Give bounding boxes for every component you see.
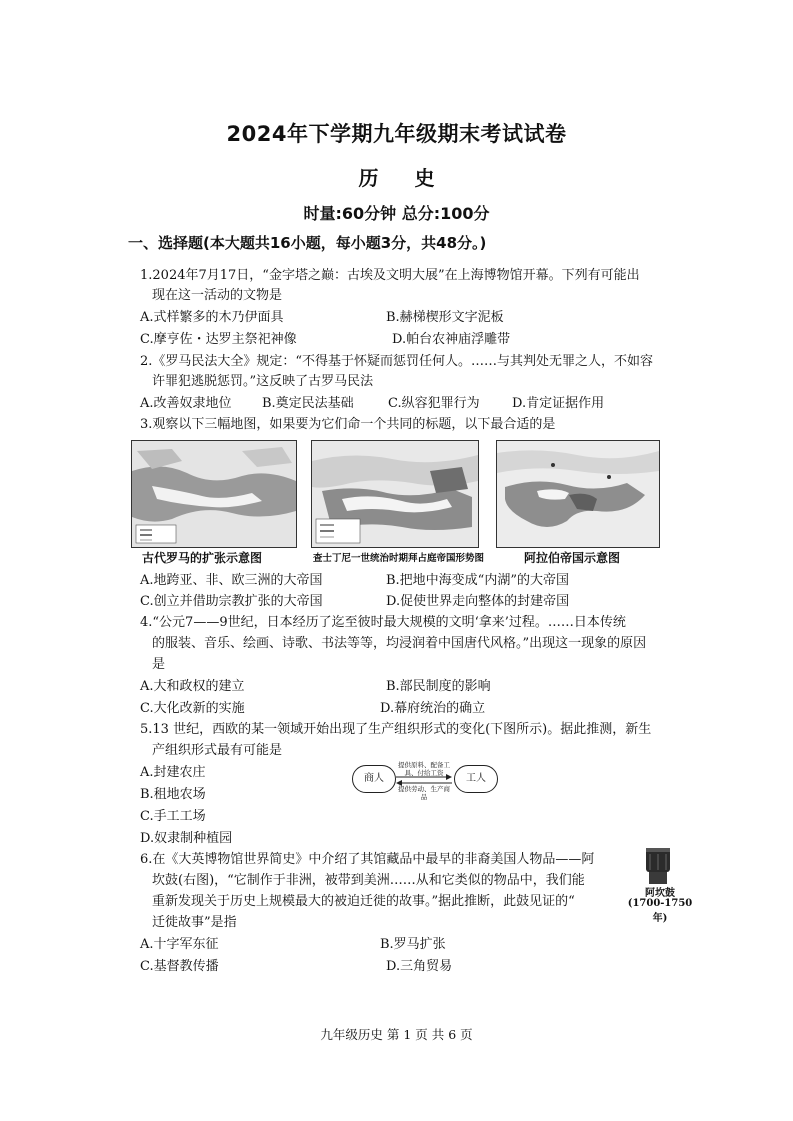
q5-option-b: B.租地农场 (140, 787, 206, 802)
map1-caption: 古代罗马的扩张示意图 (142, 551, 263, 565)
q2-option-d: D.肯定证据作用 (512, 396, 605, 411)
q4-option-b: B.部民制度的影响 (386, 679, 491, 694)
drum-years: (1700-1750年) (627, 898, 693, 924)
q6-stem-line4: 迁徙故事”是指 (152, 915, 237, 930)
q1-option-c: C.摩亨佐・达罗主祭祀神像 (140, 332, 297, 347)
q1-stem-line1: 1.2024年7月17日，“金字塔之巅：古埃及文明大展”在上海博物馆开幕。下列有可能出 (140, 268, 640, 283)
q2-option-c: C.纵容犯罪行为 (388, 396, 480, 411)
map-byzantine-empire (311, 440, 479, 548)
akan-drum-image (640, 846, 676, 886)
q6-stem-line2: 坎鼓(右图)，“它制作于非洲，被带到美洲……从和它类似的物品中，我们能 (152, 873, 585, 888)
q3-stem-line1: 3.观察以下三幅地图，如果要为它们命一个共同的标题，以下最合适的是 (140, 417, 556, 432)
q5-option-a: A.封建农庄 (140, 765, 206, 780)
flow-merchant-node: 商人 (352, 765, 396, 793)
map-roman-expansion (131, 440, 297, 548)
section-heading: 一、选择题(本大题共16小题，每小题3分，共48分。) (128, 234, 487, 252)
map-byzantine-empire-image (312, 441, 478, 547)
subject-title (0, 162, 793, 191)
q2-option-b: B.奠定民法基础 (262, 396, 354, 411)
q3-option-b: B.把地中海变成“内湖”的大帝国 (386, 573, 569, 588)
q4-option-a: A.大和政权的建立 (140, 679, 245, 694)
subject-char-1: 历 (358, 166, 379, 190)
flow-worker-node: 工人 (454, 765, 498, 793)
q5-option-c: C.手工工场 (140, 809, 206, 824)
q6-stem-line3: 重新发现关于历史上规模最大的被迫迁徙的故事。”据此推断，此鼓见证的“ (152, 894, 575, 909)
q2-option-a: A.改善奴隶地位 (140, 396, 232, 411)
q4-option-d: D.幕府统治的确立 (380, 701, 486, 716)
q1-option-d: D.帕台农神庙浮雕带 (392, 332, 511, 347)
time-info: 时量:60分钟 总分:100分 (303, 204, 490, 223)
q3-option-d: D.促使世界走向整体的封建帝国 (386, 594, 570, 609)
q3-option-a: A.地跨亚、非、欧三洲的大帝国 (140, 573, 323, 588)
q5-option-d: D.奴隶制种植园 (140, 831, 233, 846)
page-footer: 九年级历史 第 1 页 共 6 页 (320, 1027, 473, 1042)
q1-stem-line2: 现在这一活动的文物是 (152, 288, 283, 303)
q2-stem-line2: 许罪犯逃脱惩罚。”这反映了古罗马民法 (152, 374, 374, 389)
q6-option-d: D.三角贸易 (386, 959, 453, 974)
q6-option-c: C.基督教传播 (140, 959, 219, 974)
q6-option-b: B.罗马扩张 (380, 937, 446, 952)
q5-stem-line2: 产组织形式最有可能是 (152, 743, 283, 758)
q1-option-a: A.式样繁多的木乃伊面具 (140, 310, 284, 325)
q5-stem-line1: 5.13 世纪，西欧的某一领域开始出现了生产组织形式的变化(下图所示)。据此推测，新生 (140, 722, 652, 737)
q4-stem-line2: 的服装、音乐、绘画、诗歌、书法等等，均浸润着中国唐代风格。”出现这一现象的原因 (152, 636, 647, 651)
q1-option-b: B.赫梯楔形文字泥板 (386, 310, 504, 325)
q2-stem-line1: 2.《罗马民法大全》规定：“不得基于怀疑而惩罚任何人。……与其判处无罪之人，不如容 (140, 354, 654, 369)
flow-top-label: 提供原料、配备工具、付给工资 (398, 761, 450, 777)
q4-option-c: C.大化改新的实施 (140, 701, 245, 716)
map-arab-empire (496, 440, 660, 548)
map2-caption: 查士丁尼一世统治时期拜占庭帝国形势图 (313, 553, 485, 564)
map-roman-expansion-image (132, 441, 296, 547)
q3-option-c: C.创立并借助宗教扩张的大帝国 (140, 594, 323, 609)
q6-option-a: A.十字军东征 (140, 937, 219, 952)
q6-stem-line1: 6.在《大英博物馆世界简史》中介绍了其馆藏品中最早的非裔美国人物品——阿 (140, 852, 595, 867)
drum-label: 阿坎鼓 (645, 888, 675, 899)
flow-bottom-label: 提供劳动、生产商品 (398, 785, 450, 801)
map-arab-empire-image (497, 441, 659, 547)
subject-char-2: 史 (414, 166, 435, 190)
map3-caption: 阿拉伯帝国示意图 (524, 551, 621, 565)
exam-title: 2024年下学期九年级期末考试试卷 (226, 122, 567, 146)
q4-stem-line1: 4.“公元7——9世纪，日本经历了迄至彼时最大规模的文明‘拿来’过程。……日本传统 (140, 615, 626, 630)
q4-stem-line3: 是 (152, 657, 166, 672)
